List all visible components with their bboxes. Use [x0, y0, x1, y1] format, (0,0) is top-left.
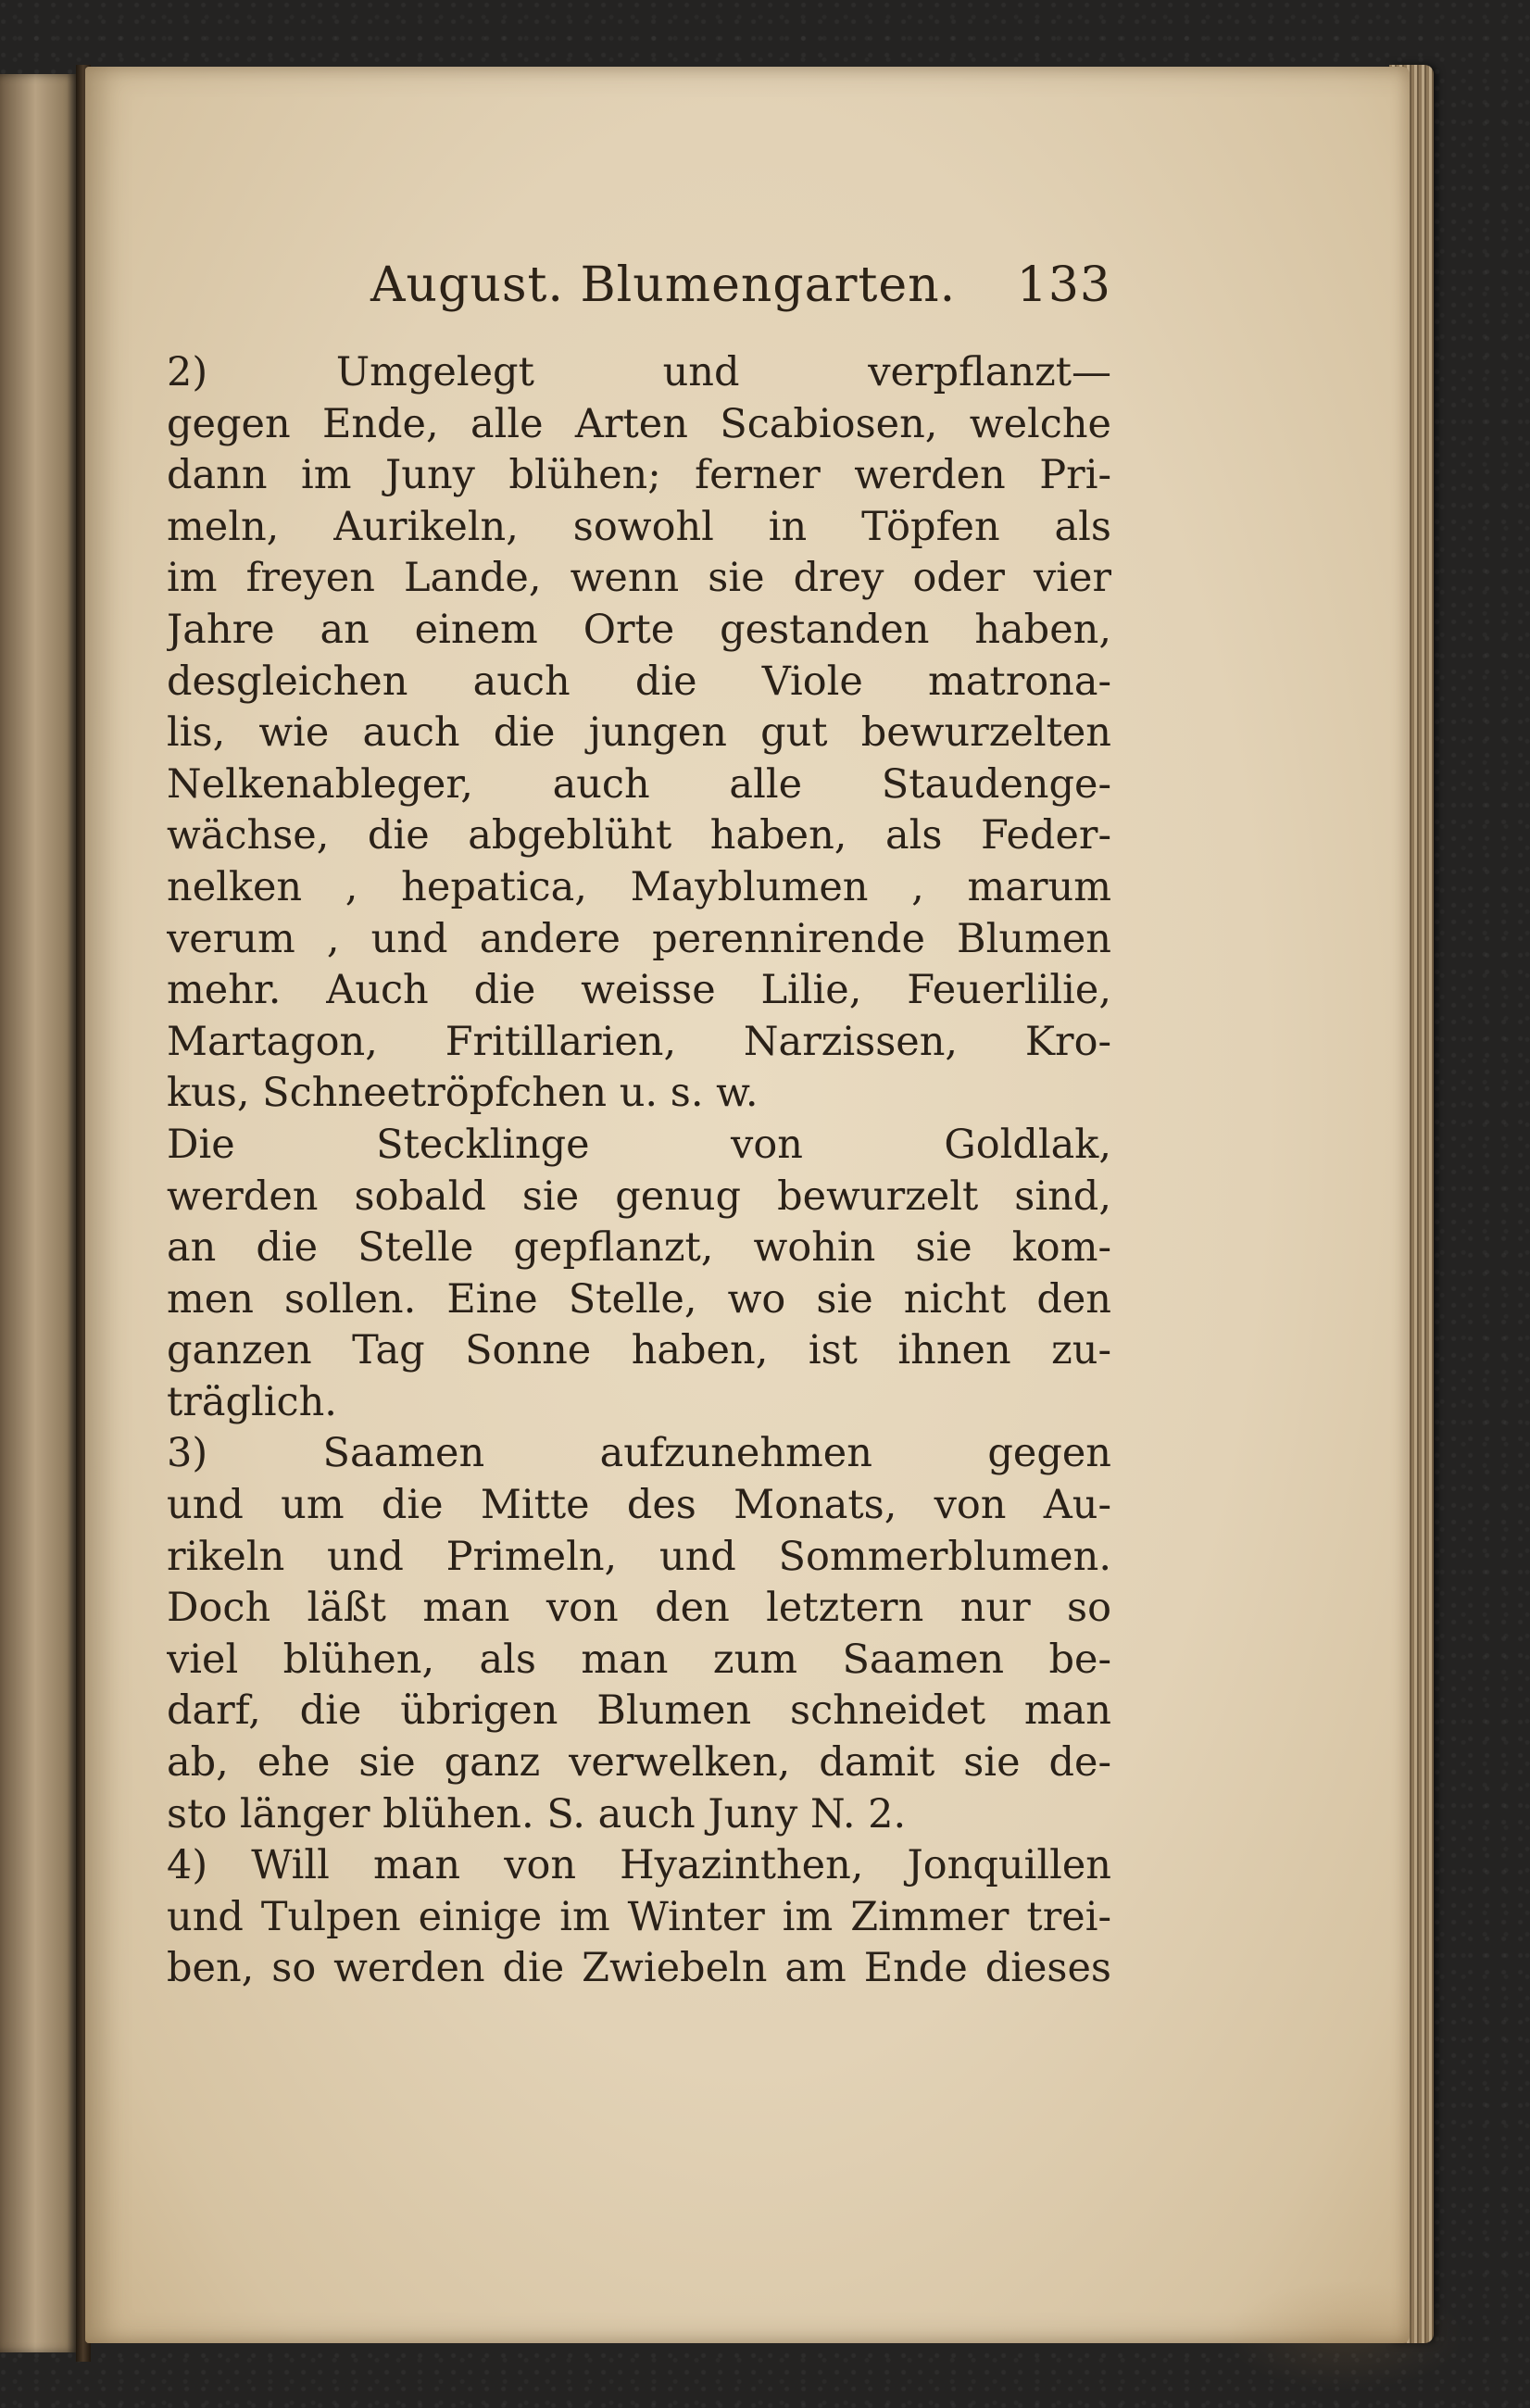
text-line: und um die Mitte des Monats, von Au-: [167, 1482, 1111, 1529]
body-text: [167, 347, 1111, 1995]
previous-page-edge: [0, 74, 79, 2352]
text-line: 2) Umgelegt und verpflanzt—: [167, 349, 1111, 395]
text-line: sto länger blühen. S. auch Juny N. 2.: [167, 1790, 907, 1837]
text-line: ab, ehe sie ganz verwelken, damit sie de-: [167, 1739, 1111, 1787]
text-line: rikeln und Primeln, und Sommerblumen.: [167, 1533, 1111, 1580]
text-line: kus, Schneetröpfchen u. s. w.: [167, 1070, 759, 1117]
text-line: im freyen Lande, wenn sie drey oder vier: [167, 555, 1111, 602]
text-line: men sollen. Eine Stelle, wo sie nicht den: [167, 1275, 1111, 1323]
text-line: viel blühen, als man zum Saamen be-: [167, 1636, 1111, 1683]
text-line: lis, wie auch die jungen gut bewurzelten: [167, 709, 1111, 757]
text-line: 3) Saamen aufzunehmen gegen: [167, 1430, 1111, 1477]
text-line: Doch läßt man von den letztern nur so: [167, 1585, 1111, 1632]
running-header: [370, 257, 1111, 322]
text-line: mehr. Auch die weisse Lilie, Feuerlilie,: [167, 967, 1111, 1014]
text-line: wächse, die abgeblüht haben, als Feder-: [167, 812, 1111, 859]
page-number: 133: [1016, 257, 1111, 313]
paper-stain: [1224, 2280, 1465, 2391]
text-line: und Tulpen einige im Winter im Zimmer trei-: [167, 1893, 1111, 1940]
text-line: ben, so werden die Zwiebeln am Ende dieses: [167, 1945, 1111, 1992]
text-line: 4) Will man von Hyazinthen, Jonquillen: [167, 1842, 1111, 1889]
text-line: an die Stelle gepflanzt, wohin sie kom-: [167, 1224, 1111, 1272]
text-line: Martagon, Fritillarien, Narzissen, Kro-: [167, 1018, 1111, 1065]
text-line: Nelkenableger, auch alle Staudenge-: [167, 760, 1111, 808]
text-line: desgleichen auch die Viole matrona-: [167, 658, 1111, 705]
text-line: meln, Aurikeln, sowohl in Töpfen als: [167, 503, 1111, 550]
text-line: werden sobald sie genug bewurzelt sind,: [167, 1173, 1111, 1220]
text-line: dann im Juny blühen; ferner werden Pri-: [167, 452, 1111, 499]
text-line: darf, die übrigen Blumen schneidet man: [167, 1687, 1111, 1735]
running-title: August. Blumengarten.: [370, 257, 957, 313]
text-line: Jahre an einem Orte gestanden haben,: [167, 606, 1111, 653]
text-line: ganzen Tag Sonne haben, ist ihnen zu-: [167, 1327, 1111, 1374]
text-line: nelken , hepatica, Mayblumen , marum: [167, 863, 1111, 910]
text-line: verum , und andere perennirende Blumen: [167, 915, 1111, 962]
text-line: gegen Ende, alle Arten Scabiosen, welche: [167, 400, 1111, 447]
text-line: träglich.: [167, 1378, 337, 1425]
text-line: Die Stecklinge von Goldlak,: [167, 1121, 1111, 1168]
